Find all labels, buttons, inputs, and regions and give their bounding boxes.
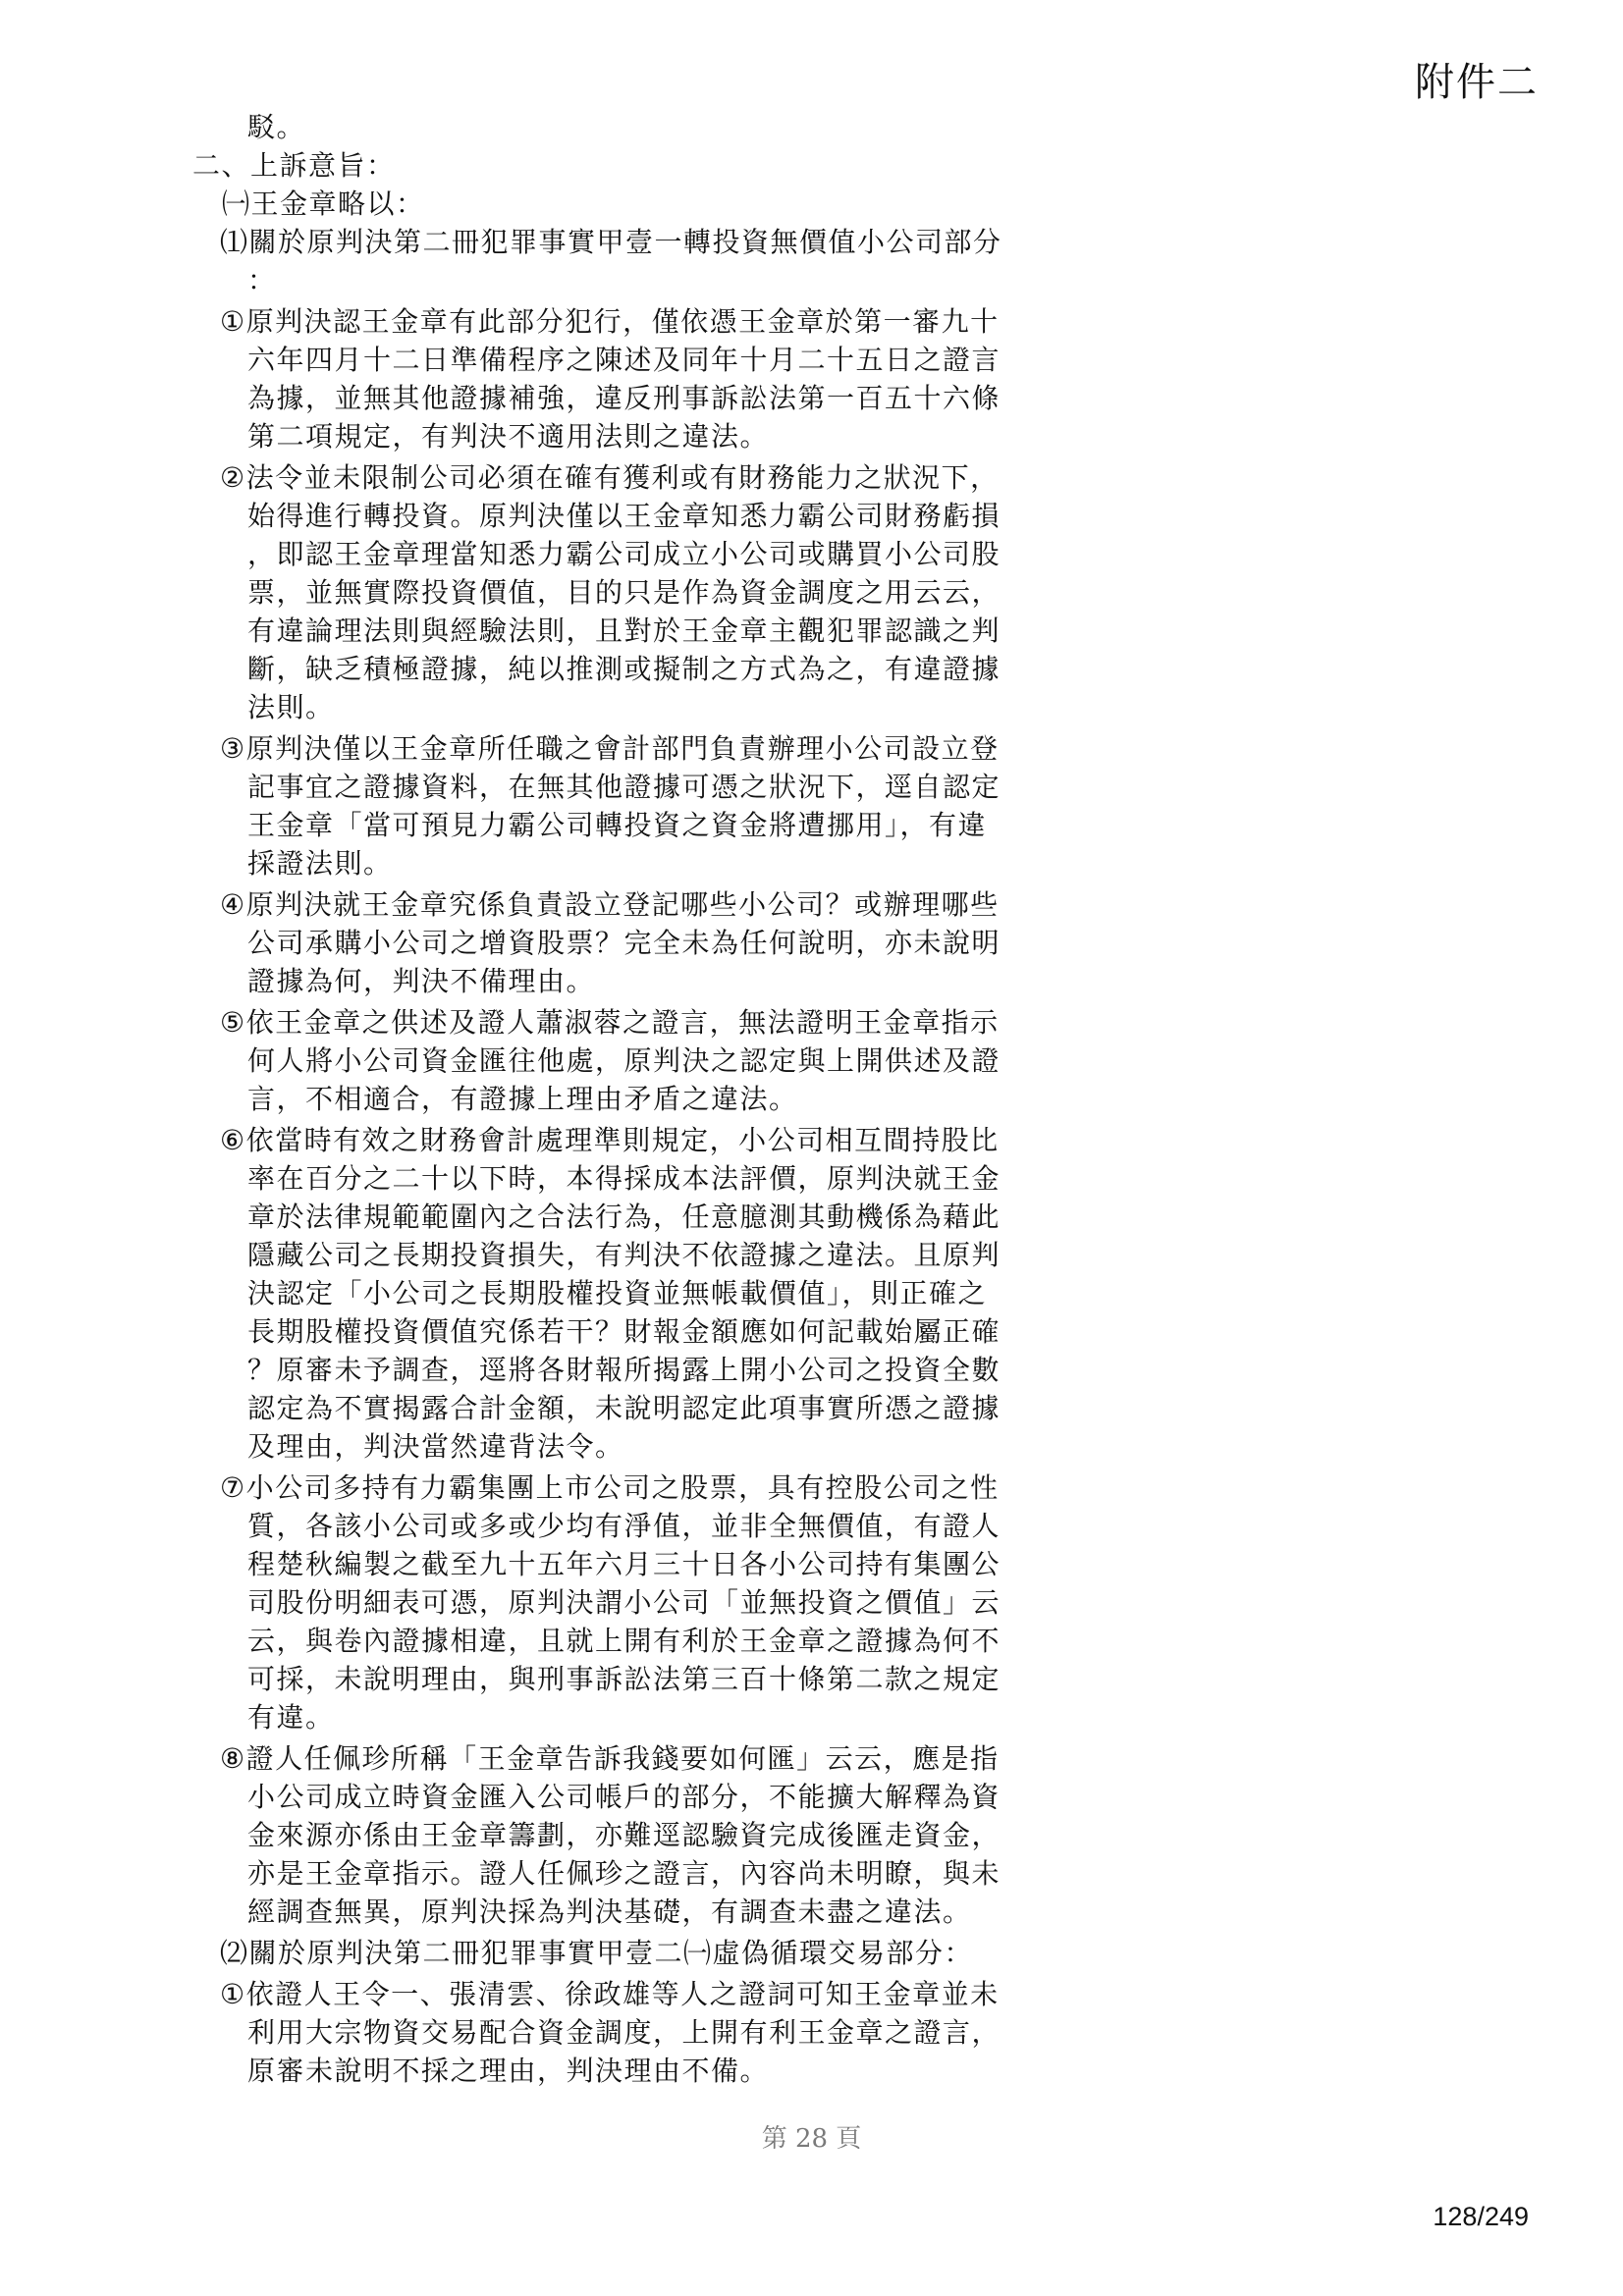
point-line: 記事宜之證據資料，在無其他證據可憑之狀況下，逕自認定: [247, 771, 1001, 803]
point-line: ②法令並未限制公司必須在確有獲利或有財務能力之狀況下，: [220, 461, 1000, 494]
point-line: 長期股權投資價值究係若干？財報金額應如何記載始屬正確: [247, 1315, 1001, 1348]
item-2-point-1: [192, 1975, 1001, 2090]
point-line: 王金章「當可預見力霸公司轉投資之資金將遭挪用」，有違: [247, 809, 988, 841]
point-8: [192, 1739, 1001, 1931]
point-7: [192, 1468, 1001, 1736]
point-line: ③原判決僅以王金章所任職之會計部門負責辦理小公司設立登: [220, 732, 1000, 765]
point-line: 證據為何，判決不備理由。: [247, 965, 596, 997]
intro-continuation: 駁。: [247, 111, 306, 143]
subsection-heading: ㈠王金章略以：: [222, 187, 425, 220]
point-line: 採證法則。: [247, 847, 393, 880]
point-5: [192, 1003, 1001, 1118]
point-line: ⑧證人任佩珍所稱「王金章告訴我錢要如何匯」云云，應是指: [220, 1742, 1000, 1775]
point-line: 原審未說明不採之理由，判決理由不備。: [247, 2055, 770, 2087]
point-line: 率在百分之二十以下時，本得採成本法評價，原判決就王金: [247, 1162, 1001, 1195]
document-body: [192, 108, 1002, 2093]
point-line: 及理由，判決當然違背法令。: [247, 1430, 624, 1463]
point-line: 亦是王金章指示。證人任佩珍之證言，內容尚未明瞭，與未: [247, 1857, 1001, 1890]
point-line: 云，與卷內證據相違，且就上開有利於王金章之證據為何不: [247, 1625, 1001, 1657]
point-line: ⑦小公司多持有力霸集團上市公司之股票，具有控股公司之性: [220, 1471, 1000, 1504]
page-counter: 128/249: [1433, 2202, 1529, 2231]
point-line: ④原判決就王金章究係負責設立登記哪些小公司？或辦理哪些: [220, 888, 1000, 921]
point-line: 隱藏公司之長期投資損失，有判決不依證據之違法。且原判: [247, 1239, 1001, 1271]
point-line: 公司承購小公司之增資股票？完全未為任何說明，亦未說明: [247, 927, 1001, 959]
item-2-line: ⑵關於原判決第二冊犯罪事實甲壹二㈠虛偽循環交易部分：: [220, 1937, 974, 1969]
item-1-line: ：: [247, 264, 277, 296]
point-line: 斷，缺乏積極證據，純以推測或擬制之方式為之，有違證據: [247, 653, 1001, 685]
point-6: [192, 1121, 1001, 1466]
point-line: ⑥依當時有效之財務會計處理準則規定，小公司相互間持股比: [220, 1124, 1000, 1156]
item-1-line: ⑴關於原判決第二冊犯罪事實甲壹一轉投資無價值小公司部分: [220, 226, 1002, 258]
point-line: 金來源亦係由王金章籌劃，亦難逕認驗資完成後匯走資金，: [247, 1819, 1001, 1851]
point-line: 經調查無異，原判決採為判決基礎，有調查未盡之違法。: [247, 1896, 972, 1928]
point-line: 何人將小公司資金匯往他處，原判決之認定與上開供述及證: [247, 1044, 1001, 1077]
item-1: [192, 223, 1002, 299]
point-line: ？原審未予調查，逕將各財報所揭露上開小公司之投資全數: [247, 1354, 1001, 1386]
point-line: 小公司成立時資金匯入公司帳戶的部分，不能擴大解釋為資: [247, 1781, 1001, 1813]
point-line: ①依證人王令一、張清雲、徐政雄等人之證詞可知王金章並未: [220, 1978, 1000, 2010]
point-line: 章於法律規範範圍內之合法行為，任意臆測其動機係為藉此: [247, 1201, 1001, 1233]
attachment-label: 附件二: [1415, 60, 1539, 105]
point-line: 利用大宗物資交易配合資金調度，上開有利王金章之證言，: [247, 2016, 1001, 2049]
point-line: ，即認王金章理當知悉力霸公司成立小公司或購買小公司股: [247, 538, 1001, 570]
point-line: ①原判決認王金章有此部分犯行，僅依憑王金章於第一審九十: [220, 305, 1000, 338]
point-2: [192, 458, 1001, 726]
item-2: [192, 1934, 998, 1972]
point-line: 六年四月十二日準備程序之陳述及同年十月二十五日之證言: [247, 344, 1001, 376]
point-3: [192, 729, 1001, 882]
point-line: 法則。: [247, 691, 335, 723]
point-line: 程楚秋編製之截至九十五年六月三十日各小公司持有集團公: [247, 1548, 1001, 1580]
point-line: 言，不相適合，有證據上理由矛盾之違法。: [247, 1083, 798, 1115]
point-4: [192, 885, 1001, 1000]
point-line: 有違。: [247, 1701, 335, 1734]
section-heading: 二、上訴意旨：: [192, 149, 396, 182]
point-line: 始得進行轉投資。原判決僅以王金章知悉力霸公司財務虧損: [247, 500, 1001, 532]
point-line: 第二項規定，有判決不適用法則之違法。: [247, 420, 770, 453]
point-line: 司股份明細表可憑，原判決謂小公司「並無投資之價值」云: [247, 1586, 1001, 1619]
point-line: ⑤依王金章之供述及證人蕭淑蓉之證言，無法證明王金章指示: [220, 1006, 1000, 1039]
point-line: 質，各該小公司或多或少均有淨值，並非全無價值，有證人: [247, 1510, 1001, 1542]
page-number-label: 第 28 頁: [761, 2124, 862, 2154]
point-line: 票，並無實際投資價值，目的只是作為資金調度之用云云，: [247, 576, 1001, 609]
point-1: [192, 302, 1001, 455]
point-line: 為據，並無其他證據補強，違反刑事訴訟法第一百五十六條: [247, 382, 1001, 414]
point-line: 認定為不實揭露合計金額，未說明認定此項事實所憑之證據: [247, 1392, 1001, 1424]
point-line: 決認定「小公司之長期股權投資並無帳載價值」，則正確之: [247, 1277, 988, 1309]
point-line: 可採，未說明理由，與刑事訴訟法第三百十條第二款之規定: [247, 1663, 1001, 1695]
point-line: 有違論理法則與經驗法則，且對於王金章主觀犯罪認識之判: [247, 614, 1001, 647]
